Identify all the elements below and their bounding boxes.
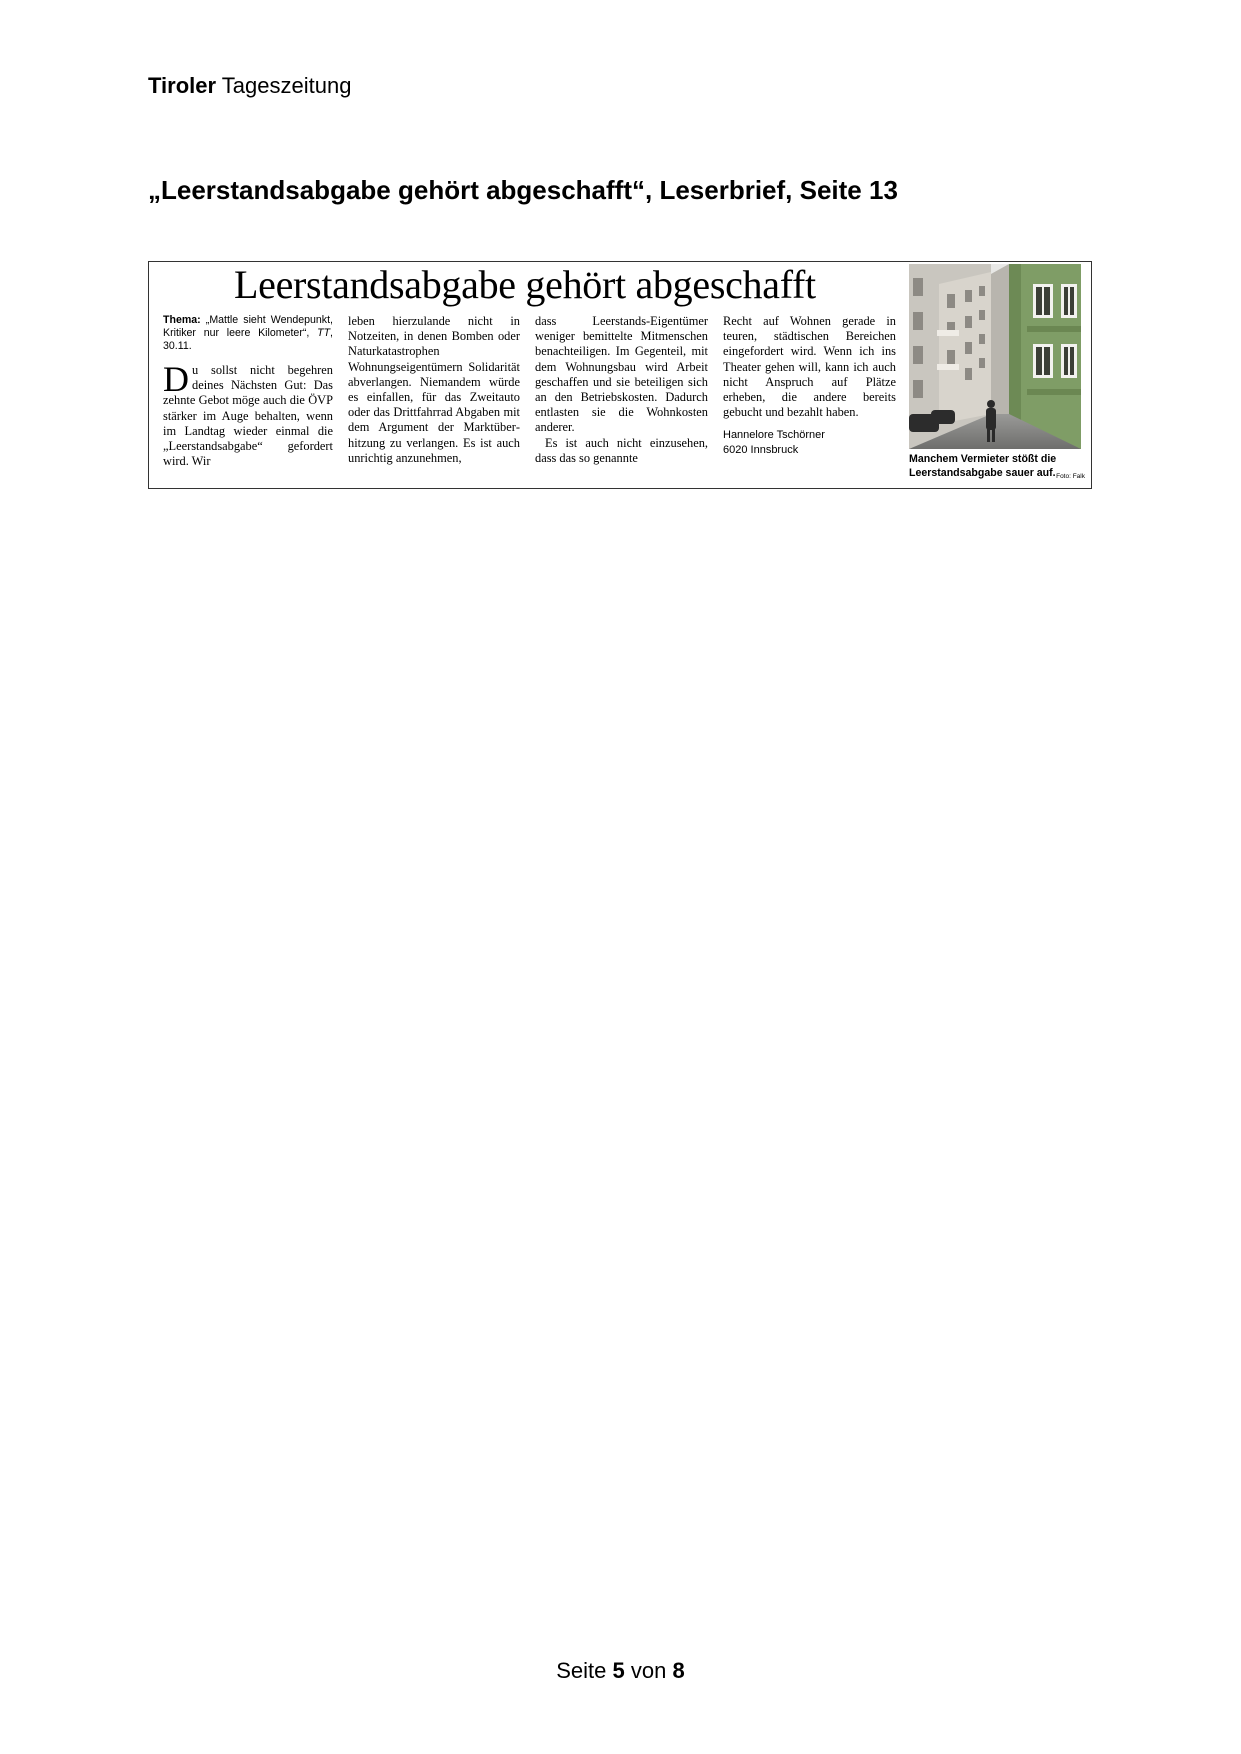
page-footer: [0, 1658, 1241, 1684]
footer-page-number: 5: [612, 1658, 625, 1683]
clipping-headline: Leerstandsabgabe gehört abgeschafft: [234, 262, 816, 307]
publication-name-bold: Tiroler: [148, 73, 217, 98]
author-city: 6020 Innsbruck: [723, 444, 799, 457]
column-3: [535, 314, 708, 466]
street-photo-image: [909, 264, 1081, 449]
thema-date: , 30.11.: [163, 327, 333, 352]
publication-name: [148, 73, 351, 99]
dropcap-letter: D: [163, 359, 189, 399]
column-2: [348, 314, 520, 466]
thema-source: TT: [317, 327, 331, 339]
column-4-text: Recht auf Wohnen gerade in teuren, städtischen Bereichen eingefordert wird. Wenn ich ins Theater gehen will, kann ich auch nicht Anspruch auf Plätze erheben, die andere bereits gebucht und bezahlt haben.: [723, 314, 896, 420]
street-photo: [909, 264, 1081, 449]
thema-label: Thema:: [163, 314, 201, 326]
photo-caption-text: Manchem Vermieter stößt die Leerstandsabgabe sauer auf.: [909, 453, 1057, 479]
thema-text: „Mattle sieht Wendepunkt, Kritiker nur leere Kilometer“,: [163, 314, 333, 339]
column-1-text: u sollst nicht begehren deines Nächsten Gut: Das zehnte Gebot möge auch die ÖVP stärker im Auge behalten, wenn im Landtag wieder einmal die „Leerstandsabgabe“ gefordert wird. Wir: [163, 363, 333, 469]
column-1-paragraph: [163, 359, 333, 469]
column-3-text: dass Leerstands-Eigentümer weniger bemittelte Mitmenschen benachteiligen. Im Gegenteil, mit dem Wohnungsbau wird Arbeit geschaffen und sie beteiligen sich an den Betriebskosten. Dadurch entlasten sie die Wohnkosten anderer.: [535, 314, 708, 435]
publication-name-rest: Tageszeitung: [221, 73, 352, 98]
newspaper-clipping: [148, 261, 1092, 489]
column-1: [163, 314, 333, 469]
footer-total-pages: 8: [672, 1658, 685, 1683]
author-signature: [723, 428, 896, 458]
photo-credit: Foto: Falk: [1056, 473, 1085, 480]
column-4: [723, 314, 896, 458]
footer-prefix: Seite: [556, 1658, 607, 1683]
author-name: Hannelore Tschörner: [723, 429, 825, 442]
thema-line: [163, 314, 333, 353]
column-2-text: leben hierzulande nicht in Notzeiten, in denen Bomben oder Naturkatastrophen Wohnungseigentümern Solidarität abverlangen. Niemandem würde es einfallen, für das Zweitauto oder das Drittfahrrad Abgaben mit dem Argument der Marktüberhitzung zu verlangen. Es ist auch unrichtig anzunehmen,: [348, 314, 520, 465]
document-title: „Leerstandsabgabe gehört abgeschafft“, Leserbrief, Seite 13: [148, 175, 898, 205]
photo-caption: [909, 452, 1085, 484]
footer-middle: von: [630, 1658, 667, 1683]
column-3-text-2: Es ist auch nicht einzusehen, dass das so genannte: [535, 435, 708, 465]
